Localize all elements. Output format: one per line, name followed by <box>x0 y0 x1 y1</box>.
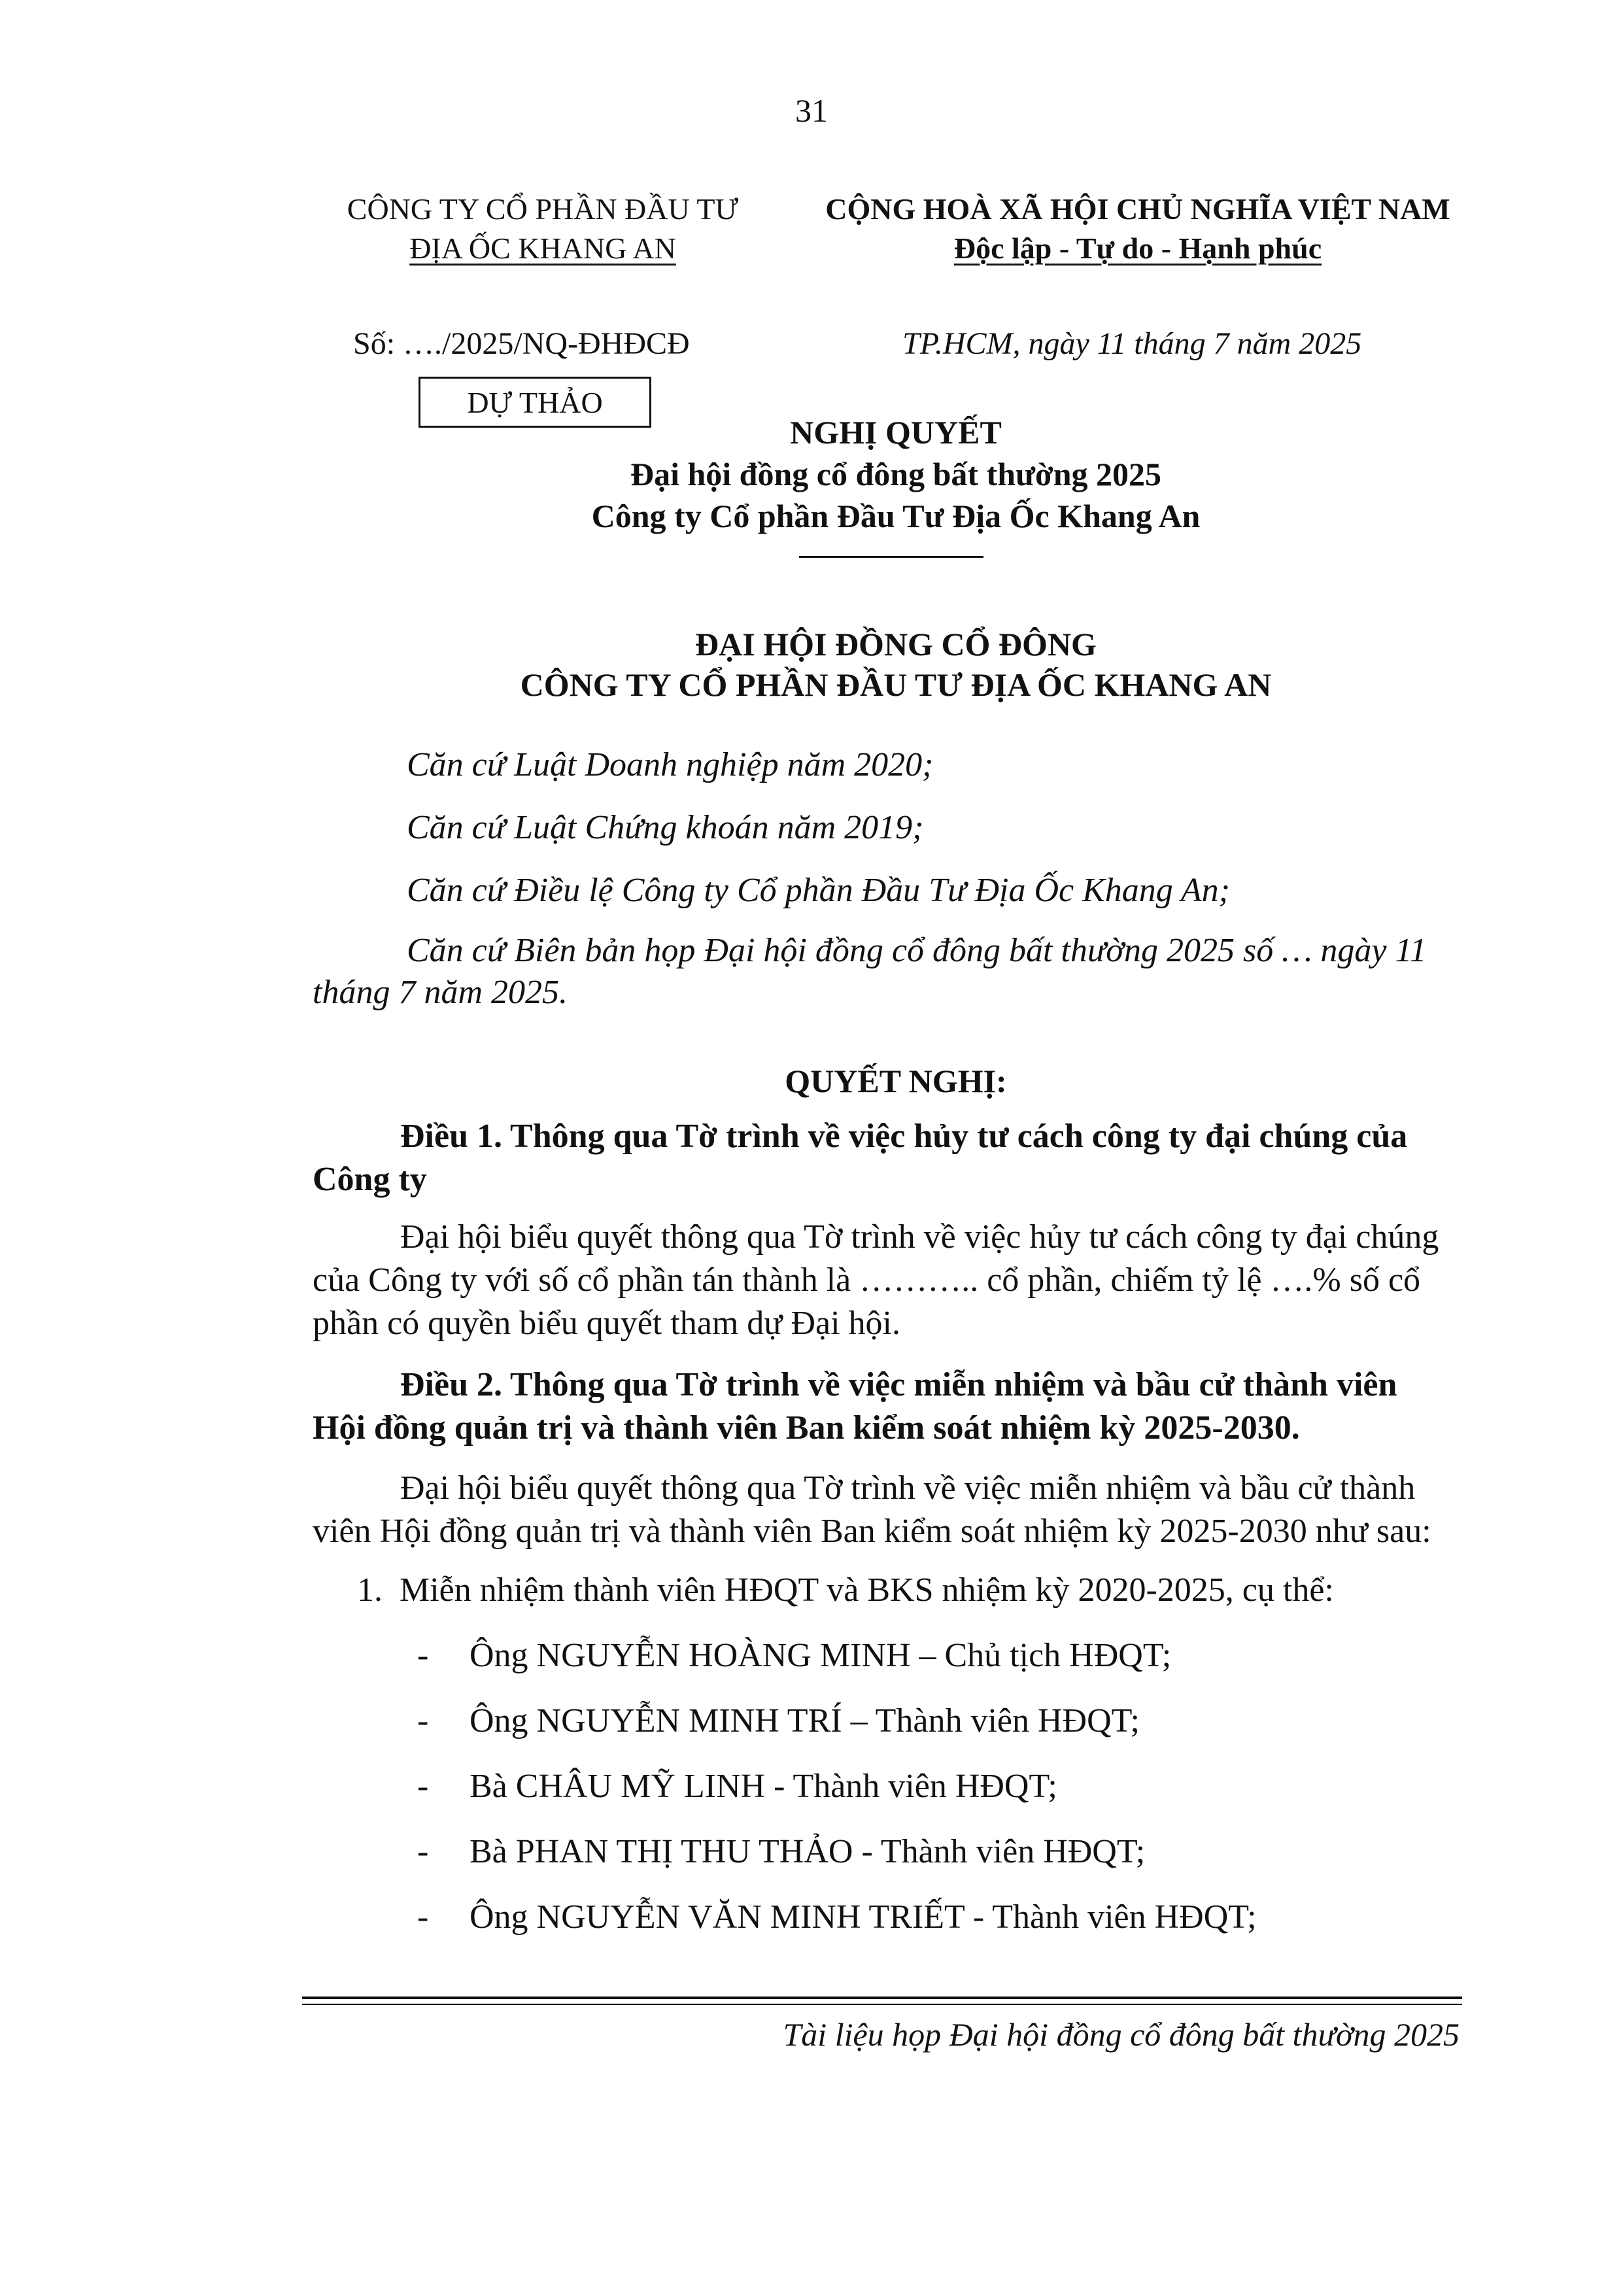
member-name: Ông NGUYỄN HOÀNG MINH – Chủ tịch HĐQT; <box>470 1637 1172 1674</box>
article-2-body-2: viên Hội đồng quản trị và thành viên Ban kiểm soát nhiệm kỳ 2025-2030 như sau: <box>313 1513 1431 1550</box>
article-2-title: Điều 2. Thông qua Tờ trình về việc miễn nhiệm và bầu cử thành viên <box>400 1366 1397 1403</box>
draft-stamp: DỰ THẢO <box>419 377 651 428</box>
member-name: Bà PHAN THỊ THU THẢO - Thành viên HĐQT; <box>470 1833 1146 1870</box>
article-2-body-1: Đại hội biểu quyết thông qua Tờ trình về việc miễn nhiệm và bầu cử thành <box>400 1469 1416 1507</box>
member-name: Bà CHÂU MỸ LINH - Thành viên HĐQT; <box>470 1768 1057 1805</box>
document-date: TP.HCM, ngày 11 tháng 7 năm 2025 <box>902 326 1362 361</box>
article-1-body-2: của Công ty với số cổ phần tán thành là ……….. cổ phần, chiếm tỷ lệ ….% số cổ <box>313 1261 1421 1299</box>
bullet-dash: - <box>417 1833 429 1870</box>
legal-basis-1: Căn cứ Luật Doanh nghiệp năm 2020; <box>407 746 934 783</box>
issuer-line-1: ĐẠI HỘI ĐỒNG CỔ ĐÔNG <box>695 626 1097 662</box>
member-name: Ông NGUYỄN VĂN MINH TRIẾT - Thành viên HĐQT; <box>470 1898 1257 1936</box>
resolution-title: NGHỊ QUYẾT <box>790 414 1002 451</box>
legal-basis-4: Căn cứ Biên bản họp Đại hội đồng cổ đông bất thường 2025 số … ngày 11 <box>407 932 1427 969</box>
footer-divider-thick <box>302 1996 1462 1999</box>
dismissed-members-list <box>313 1636 1460 1963</box>
page-number: 31 <box>795 92 828 129</box>
legal-basis-4-cont: tháng 7 năm 2025. <box>313 974 568 1011</box>
bullet-dash: - <box>417 1768 429 1805</box>
bullet-dash: - <box>417 1898 429 1936</box>
resolution-subtitle-2: Công ty Cổ phần Đầu Tư Địa Ốc Khang An <box>591 498 1201 534</box>
bullet-dash: - <box>417 1637 429 1674</box>
company-name-line2-text: ĐỊA ỐC KHANG AN <box>409 231 676 265</box>
legal-basis-3: Căn cứ Điều lệ Công ty Cổ phần Đầu Tư Địa Ốc Khang An; <box>407 872 1230 909</box>
list-item <box>313 1636 1460 1702</box>
article-1-body-3: phần có quyền biểu quyết tham dự Đại hội. <box>313 1305 900 1342</box>
article-1-title-cont: Công ty <box>313 1161 427 1198</box>
title-divider <box>799 556 983 558</box>
list-item <box>313 1832 1460 1898</box>
legal-basis-2: Căn cứ Luật Chứng khoán năm 2019; <box>407 809 924 846</box>
resolution-subtitle-1: Đại hội đồng cổ đông bất thường 2025 <box>630 456 1162 492</box>
nation-title: CỘNG HOÀ XÃ HỘI CHỦ NGHĨA VIỆT NAM <box>825 192 1450 226</box>
article-1-body-1: Đại hội biểu quyết thông qua Tờ trình về việc hủy tư cách công ty đại chúng <box>400 1218 1439 1256</box>
list-item <box>313 1767 1460 1832</box>
footer-caption: Tài liệu họp Đại hội đồng cổ đông bất thường 2025 <box>783 2016 1460 2053</box>
document-number: Số: …./2025/NQ-ĐHĐCĐ <box>353 326 690 361</box>
nation-motto-text: Độc lập - Tự do - Hạnh phúc <box>953 231 1322 265</box>
list-item <box>313 1702 1460 1767</box>
member-name: Ông NGUYỄN MINH TRÍ – Thành viên HĐQT; <box>470 1702 1140 1739</box>
company-name-line1: CÔNG TY CỔ PHẦN ĐẦU TƯ <box>347 192 739 226</box>
resolution-heading: QUYẾT NGHỊ: <box>785 1063 1007 1099</box>
company-name-line2 <box>281 229 804 268</box>
issuer-line-2: CÔNG TY CỔ PHẦN ĐẦU TƯ ĐỊA ỐC KHANG AN <box>520 666 1272 703</box>
footer-divider-thin <box>302 2004 1462 2005</box>
list-item <box>313 1898 1460 1963</box>
bullet-dash: - <box>417 1702 429 1739</box>
article-2-item-1: 1. Miễn nhiệm thành viên HĐQT và BKS nhiệm kỳ 2020-2025, cụ thể: <box>357 1571 1334 1609</box>
nation-motto <box>772 229 1504 268</box>
article-1-title: Điều 1. Thông qua Tờ trình về việc hủy tư cách công ty đại chúng của <box>400 1118 1408 1155</box>
article-2-title-cont: Hội đồng quản trị và thành viên Ban kiểm soát nhiệm kỳ 2025-2030. <box>313 1409 1300 1447</box>
